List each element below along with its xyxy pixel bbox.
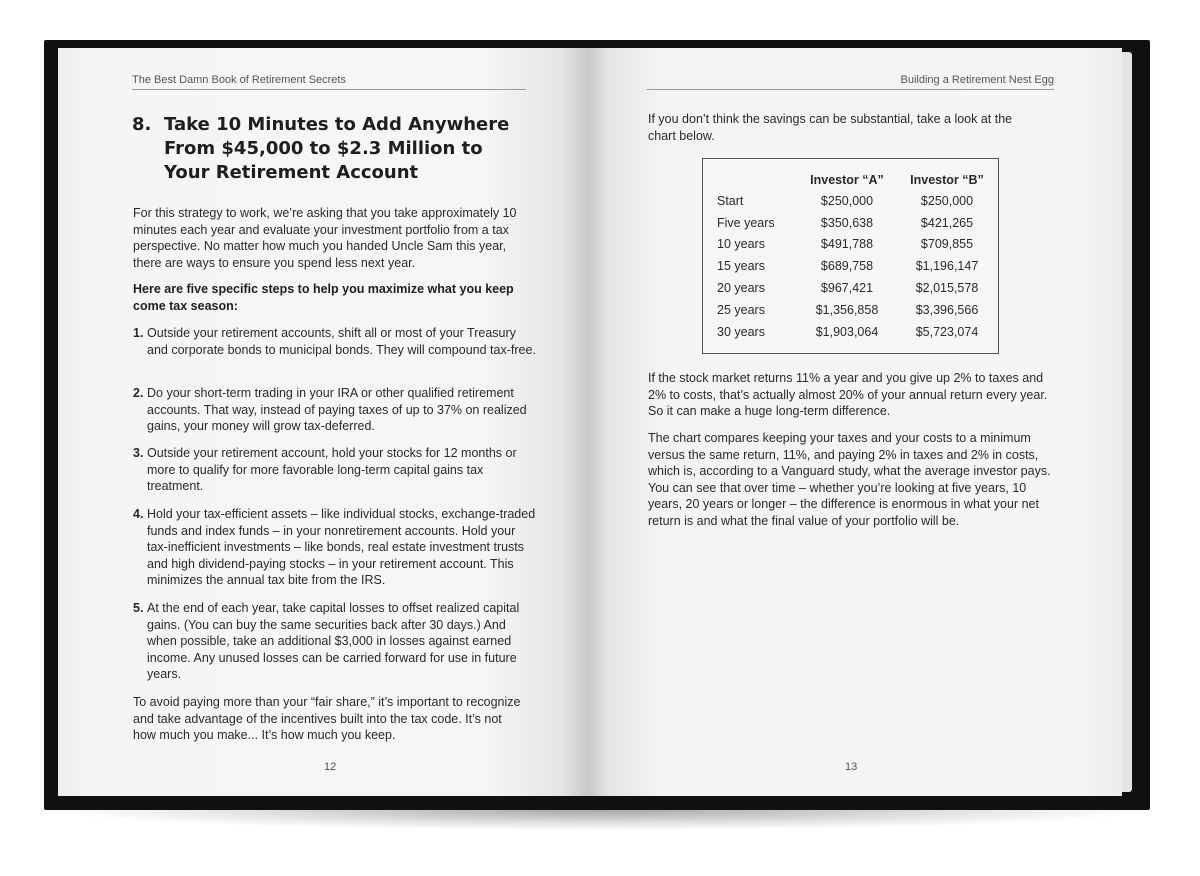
- chapter-number: 8.: [132, 114, 152, 135]
- table-row: [717, 255, 997, 277]
- table-row: [717, 190, 997, 212]
- header-investor-b: Investor “B”: [910, 172, 984, 187]
- step-text: Do your short-term trading in your IRA or other qualified retirement accounts. That way, instead of paying taxes of up to 37% on realized gains, your money will grow tax-deferred.: [147, 386, 527, 434]
- right-intro-text: If you don’t think the savings can be substantial, take a look at the chart below.: [648, 112, 1013, 143]
- paragraph-2-text: The chart compares keeping your taxes and your costs to a minimum versus the same return, 11%, and paying 2% in taxes and 2% in costs, which is, according to a Vanguard study, what the average investor pays. You can see that over time – whether you’re looking at five years, 10 years, 20 years or longer – the difference is enormous in what your net return is and what the final value of your portfolio will be.: [648, 431, 1051, 528]
- intro-text: For this strategy to work, we’re asking that you take approximately 10 minutes each year and evaluate your investment portfolio from a tax perspective. No matter how much you handed Uncle Sam this year, there are ways to ensure you spend less next year.: [133, 206, 517, 270]
- steps-heading: [133, 281, 525, 314]
- closing-paragraph: [133, 694, 525, 744]
- row-label: 10 years: [717, 237, 765, 252]
- step-3: [133, 445, 539, 495]
- step-1: [133, 325, 539, 358]
- table-row: [717, 321, 997, 343]
- header-blank: [717, 169, 797, 190]
- step-number: 1.: [133, 326, 144, 340]
- step-number: 5.: [133, 601, 144, 615]
- step-number: 2.: [133, 386, 144, 400]
- right-running-head: Building a Retirement Nest Egg: [647, 74, 1054, 90]
- step-text: Hold your tax-efficient assets – like individual stocks, exchange-traded funds and index funds – in your nonretirement accounts. Hold your tax-inefficient investments – like bonds, real estate investment trusts and high dividend-paying stocks – in your retirement account. This minimizes the annual tax bite from the IRS.: [147, 507, 536, 588]
- row-label: 20 years: [717, 281, 765, 296]
- right-page: [587, 48, 1122, 796]
- right-paragraph-1: [648, 370, 1058, 420]
- step-text: Outside your retirement account, hold your stocks for 12 months or more to qualify for more favorable long-term capital gains tax treatment.: [147, 446, 517, 494]
- paragraph-1-text: If the stock market returns 11% a year and you give up 2% to taxes and 2% to costs, that’s actually almost 20% of your annual return every year. So it can make a huge long-term difference.: [648, 371, 1048, 419]
- step-number: 4.: [133, 507, 144, 521]
- closing-text: To avoid paying more than your “fair share,” it’s important to recognize and take advantage of the incentives built into the tax code. It’s not how much you make... It’s how much you keep.: [133, 695, 521, 743]
- table-header-row: [717, 169, 997, 190]
- row-label: 30 years: [717, 324, 765, 339]
- investor-b-value: $5,723,074: [915, 324, 979, 339]
- table-row: [717, 299, 997, 321]
- left-page: [58, 48, 587, 796]
- chapter-heading: [132, 113, 512, 185]
- investor-b-value: $1,196,147: [915, 259, 979, 274]
- investor-a-value: $491,788: [820, 237, 874, 252]
- row-label: 15 years: [717, 259, 765, 274]
- investor-a-value: $689,758: [820, 259, 874, 274]
- table-row: [717, 277, 997, 299]
- header-investor-a: Investor “A”: [810, 172, 884, 187]
- investor-a-value: $1,903,064: [815, 324, 879, 339]
- left-page-number: 12: [324, 761, 337, 773]
- step-5: [133, 600, 539, 683]
- step-2: [133, 385, 539, 435]
- step-text: Outside your retirement accounts, shift all or most of your Treasury and corporate bonds to municipal bonds. They will compound tax-free.: [147, 326, 536, 357]
- step-number: 3.: [133, 446, 144, 460]
- investor-b-value: $3,396,566: [915, 302, 979, 317]
- right-page-number: 13: [845, 761, 858, 773]
- table-row: [717, 212, 997, 234]
- right-paragraph-2: [648, 430, 1058, 530]
- comparison-table: [717, 169, 997, 343]
- comparison-table-box: [702, 158, 999, 354]
- left-running-head: The Best Damn Book of Retirement Secrets: [132, 74, 526, 90]
- intro-paragraph: [133, 205, 525, 271]
- row-label: Five years: [717, 215, 775, 230]
- investor-b-value: $421,265: [920, 215, 974, 230]
- right-intro: [648, 111, 1043, 144]
- table-row: [717, 234, 997, 256]
- row-label: Start: [717, 193, 744, 208]
- chapter-title: Take 10 Minutes to Add Anywhere From $45,000 to $2.3 Million to Your Retirement Account: [164, 114, 510, 183]
- steps-heading-text: Here are five specific steps to help you maximize what you keep come tax season:: [133, 282, 514, 313]
- step-text: At the end of each year, take capital losses to offset realized capital gains. (You can buy the same securities back after 30 days.) And when possible, take an additional $3,000 in losses against earned income. Any unused losses can be carried forward for use in future years.: [147, 601, 520, 682]
- step-4: [133, 506, 539, 589]
- investor-b-value: $250,000: [920, 193, 974, 208]
- investor-b-value: $2,015,578: [915, 281, 979, 296]
- investor-b-value: $709,855: [920, 237, 974, 252]
- investor-a-value: $967,421: [820, 281, 874, 296]
- row-label: 25 years: [717, 302, 765, 317]
- investor-a-value: $1,356,858: [815, 302, 879, 317]
- investor-a-value: $250,000: [820, 193, 874, 208]
- investor-a-value: $350,638: [820, 215, 874, 230]
